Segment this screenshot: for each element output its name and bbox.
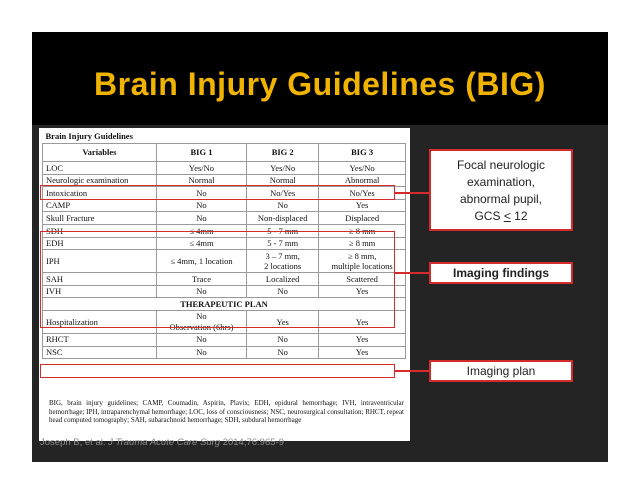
gcs-label: GCS — [474, 209, 504, 223]
table-cell: Yes — [319, 333, 406, 346]
table-row — [43, 346, 406, 359]
column-header: Variables — [43, 144, 157, 162]
table-cell: No — [156, 187, 246, 200]
title-band — [32, 32, 608, 125]
table-cell: Scattered — [319, 273, 406, 286]
connector-imaging-plan — [395, 370, 429, 372]
table-cell: No — [247, 285, 319, 298]
table-cell: Non-displaced — [247, 212, 319, 225]
table-caption: Brain Injury Guidelines — [45, 131, 133, 142]
column-header: BIG 1 — [156, 144, 246, 162]
table-footnote: BIG, brain injury guidelines; CAMP, Coumadin, Aspirin, Plavix; EDH, epidural hemorrhage; IVH, intraventricular hemorrhage; IPH, intraparenchymal hemorrhage; LOC, loss of consciousness; NSC, neurosurgical consultation; RHCT, repeat head computed tomography; SAH, subarachnoid hemorrhage; SDH, subdural hemorrhage — [49, 399, 404, 425]
table-cell: IVH — [43, 285, 157, 298]
table-cell: ≥ 8 mm, multiple locations — [319, 250, 406, 273]
table-cell: ≤ 4mm — [156, 237, 246, 250]
table-cell: No/Yes — [247, 187, 319, 200]
table-cell: EDH — [43, 237, 157, 250]
table-cell: No — [156, 346, 246, 359]
slide — [32, 32, 608, 462]
table-row — [43, 212, 406, 225]
connector-neurologic — [395, 192, 429, 194]
table-row — [43, 333, 406, 346]
column-header: BIG 2 — [247, 144, 319, 162]
table-cell: No — [247, 346, 319, 359]
table-cell: ≤ 4mm — [156, 224, 246, 237]
callout-neurologic-line-3: abnormal pupil, — [459, 192, 543, 206]
table-cell: Localized — [247, 273, 319, 286]
table-cell: 5 - 7 mm — [247, 237, 319, 250]
callout-neurologic-line-2: examination, — [466, 175, 536, 189]
table-cell: LOC — [43, 162, 157, 175]
table-cell: No — [156, 285, 246, 298]
highlight-neurologic-row — [40, 185, 395, 200]
table-cell: Yes — [319, 310, 406, 333]
table-cell: No — [156, 212, 246, 225]
citation-authors: Joseph B, et al. — [40, 437, 109, 448]
table-cell: ≤ 4mm, 1 location — [156, 250, 246, 273]
citation-volume: 2014;76:965-9 — [220, 437, 284, 448]
table-caption-row — [43, 130, 406, 144]
table-cell: Abnormal — [319, 174, 406, 187]
table-cell: No — [247, 199, 319, 212]
table-cell: NSC — [43, 346, 157, 359]
table-cell: No — [247, 333, 319, 346]
table-cell: Yes/No — [156, 162, 246, 175]
table-cell: Normal — [156, 174, 246, 187]
slide-title: Brain Injury Guidelines (BIG) — [94, 66, 546, 102]
table-cell: Yes — [319, 285, 406, 298]
table-row — [43, 162, 406, 175]
table-cell: SDH — [43, 224, 157, 237]
callout-imaging-findings: Imaging findings — [429, 262, 573, 284]
connector-imaging-findings — [395, 272, 429, 274]
table-cell: No/Yes — [319, 187, 406, 200]
table-cell: ≥ 8 mm — [319, 224, 406, 237]
table-cell: 3 – 7 mm, 2 locations — [247, 250, 319, 273]
table-cell: Trace — [156, 273, 246, 286]
table-cell: Skull Fracture — [43, 212, 157, 225]
table-cell: SAH — [43, 273, 157, 286]
gcs-value: 12 — [510, 209, 528, 223]
table-cell: RHCT — [43, 333, 157, 346]
therapeutic-plan-header: THERAPEUTIC PLAN — [43, 298, 406, 311]
table-cell: Yes — [319, 199, 406, 212]
highlight-imaging-rows — [40, 231, 395, 328]
table-cell: Yes/No — [319, 162, 406, 175]
callout-neurologic-line-4 — [431, 208, 571, 225]
callout-imaging-plan: Imaging plan — [429, 360, 573, 382]
table-cell: IPH — [43, 250, 157, 273]
table-row — [43, 199, 406, 212]
table-cell: 5 - 7 mm — [247, 224, 319, 237]
table-cell: Neurologic examination — [43, 174, 157, 187]
citation — [40, 437, 284, 448]
table-cell: CAMP — [43, 199, 157, 212]
table-cell: ≥ 8 mm — [319, 237, 406, 250]
table-cell: Yes — [319, 346, 406, 359]
table-cell: Normal — [247, 174, 319, 187]
citation-journal: J Trauma Acute Care Surg — [108, 437, 221, 448]
table-cell: No — [156, 333, 246, 346]
table-cell: Intoxication — [43, 187, 157, 200]
table-cell: Yes — [247, 310, 319, 333]
table-cell: Displaced — [319, 212, 406, 225]
table-cell: Hospitalization — [43, 310, 157, 333]
table-cell: No Observation (6hrs) — [156, 310, 246, 333]
callout-neurologic — [429, 149, 573, 231]
gcs-symbol: < — [503, 209, 511, 223]
table-cell: Yes/No — [247, 162, 319, 175]
table-header-row — [43, 144, 406, 162]
highlight-rhct-row — [40, 364, 395, 378]
callout-neurologic-line-1: Focal neurologic — [456, 158, 546, 172]
column-header: BIG 3 — [319, 144, 406, 162]
table-cell: No — [156, 199, 246, 212]
